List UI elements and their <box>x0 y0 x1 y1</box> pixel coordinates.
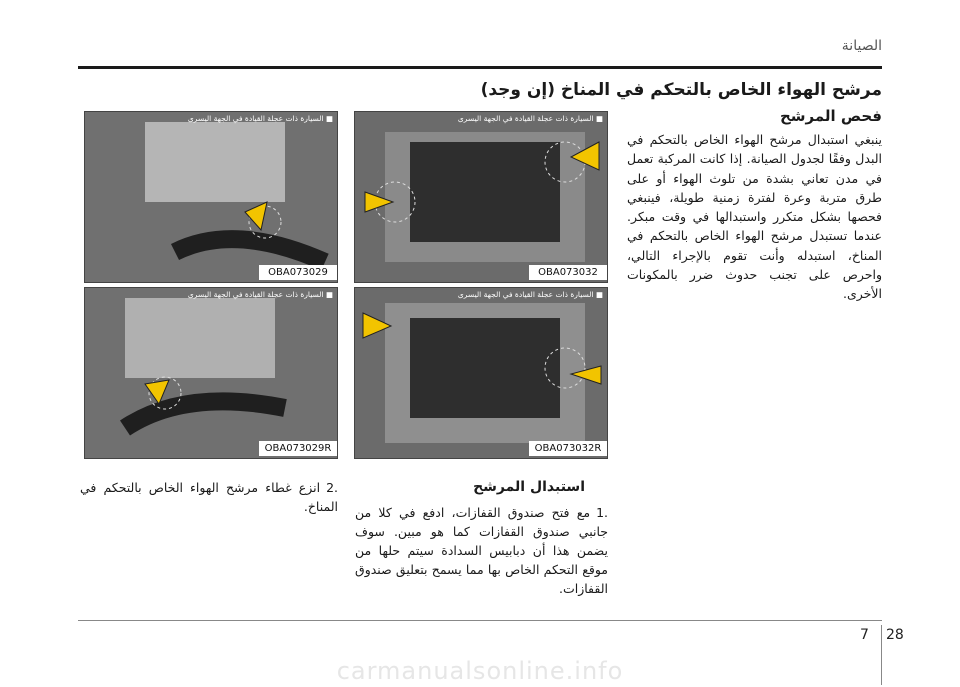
step-number: .1 <box>596 505 608 520</box>
chapter-title: الصيانة <box>841 38 882 54</box>
subsection-title: فحص المرشح <box>779 107 882 125</box>
photo-caption: ■ السيارة ذات عجلة القيادة في الجهة اليسرى <box>187 114 333 123</box>
chapter-number: 7 <box>860 627 869 643</box>
step-1 <box>355 503 608 598</box>
glovebox-illustration <box>355 112 608 283</box>
photo-code: OBA073029 <box>259 265 337 280</box>
photo-glovebox-2 <box>354 287 608 459</box>
photo-caption: ■ السيارة ذات عجلة القيادة في الجهة اليسرى <box>457 290 603 299</box>
glovebox-illustration <box>355 288 608 459</box>
watermark-text: carmanualsonline.info <box>336 657 624 685</box>
photo-code: OBA073029R <box>259 441 337 456</box>
body-paragraph: ينبغي استبدال مرشح الهواء الخاص بالتحكم في البدل وفقًا لجدول الصيانة. إذا كانت المركبة تعمل في مدن تعاني بشدة من تلوث الهواء أو على طرق متربة وعرة لفترة زمنية طويلة، فينبغي فحصها بشكل متكرر واستبدالها في وقت مبكر. عندما تستبدل مرشح الهواء الخاص بالتحكم في المناخ، استبدله وأنت تقوم بالإجراء التالي، واحرص على تجنب حدوث ضرر بالمكونات الأخرى. <box>627 132 882 302</box>
step-number: .2 <box>326 480 338 495</box>
photo-filter-cover-2 <box>84 287 338 459</box>
header-rule <box>78 66 882 69</box>
photo-caption: ■ السيارة ذات عجلة القيادة في الجهة اليسرى <box>457 114 603 123</box>
photo-caption: ■ السيارة ذات عجلة القيادة في الجهة اليسرى <box>187 290 333 299</box>
step-text: انزع غطاء مرشح الهواء الخاص بالتحكم في المناخ. <box>80 480 338 514</box>
photo-code: OBA073032 <box>529 265 607 280</box>
photo-code: OBA073032R <box>529 441 607 456</box>
page-number: 28 <box>886 627 904 643</box>
filter-cover-illustration <box>85 288 338 459</box>
photo-glovebox-1 <box>354 111 608 283</box>
step-text: مع فتح صندوق القفازات، ادفع في كلا من جانبي صندوق القفازات كما هو مبين. سوف يضمن هذا أن دبابيس السدادة سيتم حلها من موقع التحكم الخاص بها مما يسمح بتعليق صندوق القفازات. <box>355 505 608 596</box>
filter-cover-illustration <box>85 112 338 283</box>
photo-filter-cover-1 <box>84 111 338 283</box>
replacement-heading: استبدال المرشح <box>473 479 585 495</box>
section-title: مرشح الهواء الخاص بالتحكم في المناخ (إن وجد) <box>480 80 882 100</box>
step-2 <box>80 478 338 516</box>
footer-rule <box>78 620 882 621</box>
